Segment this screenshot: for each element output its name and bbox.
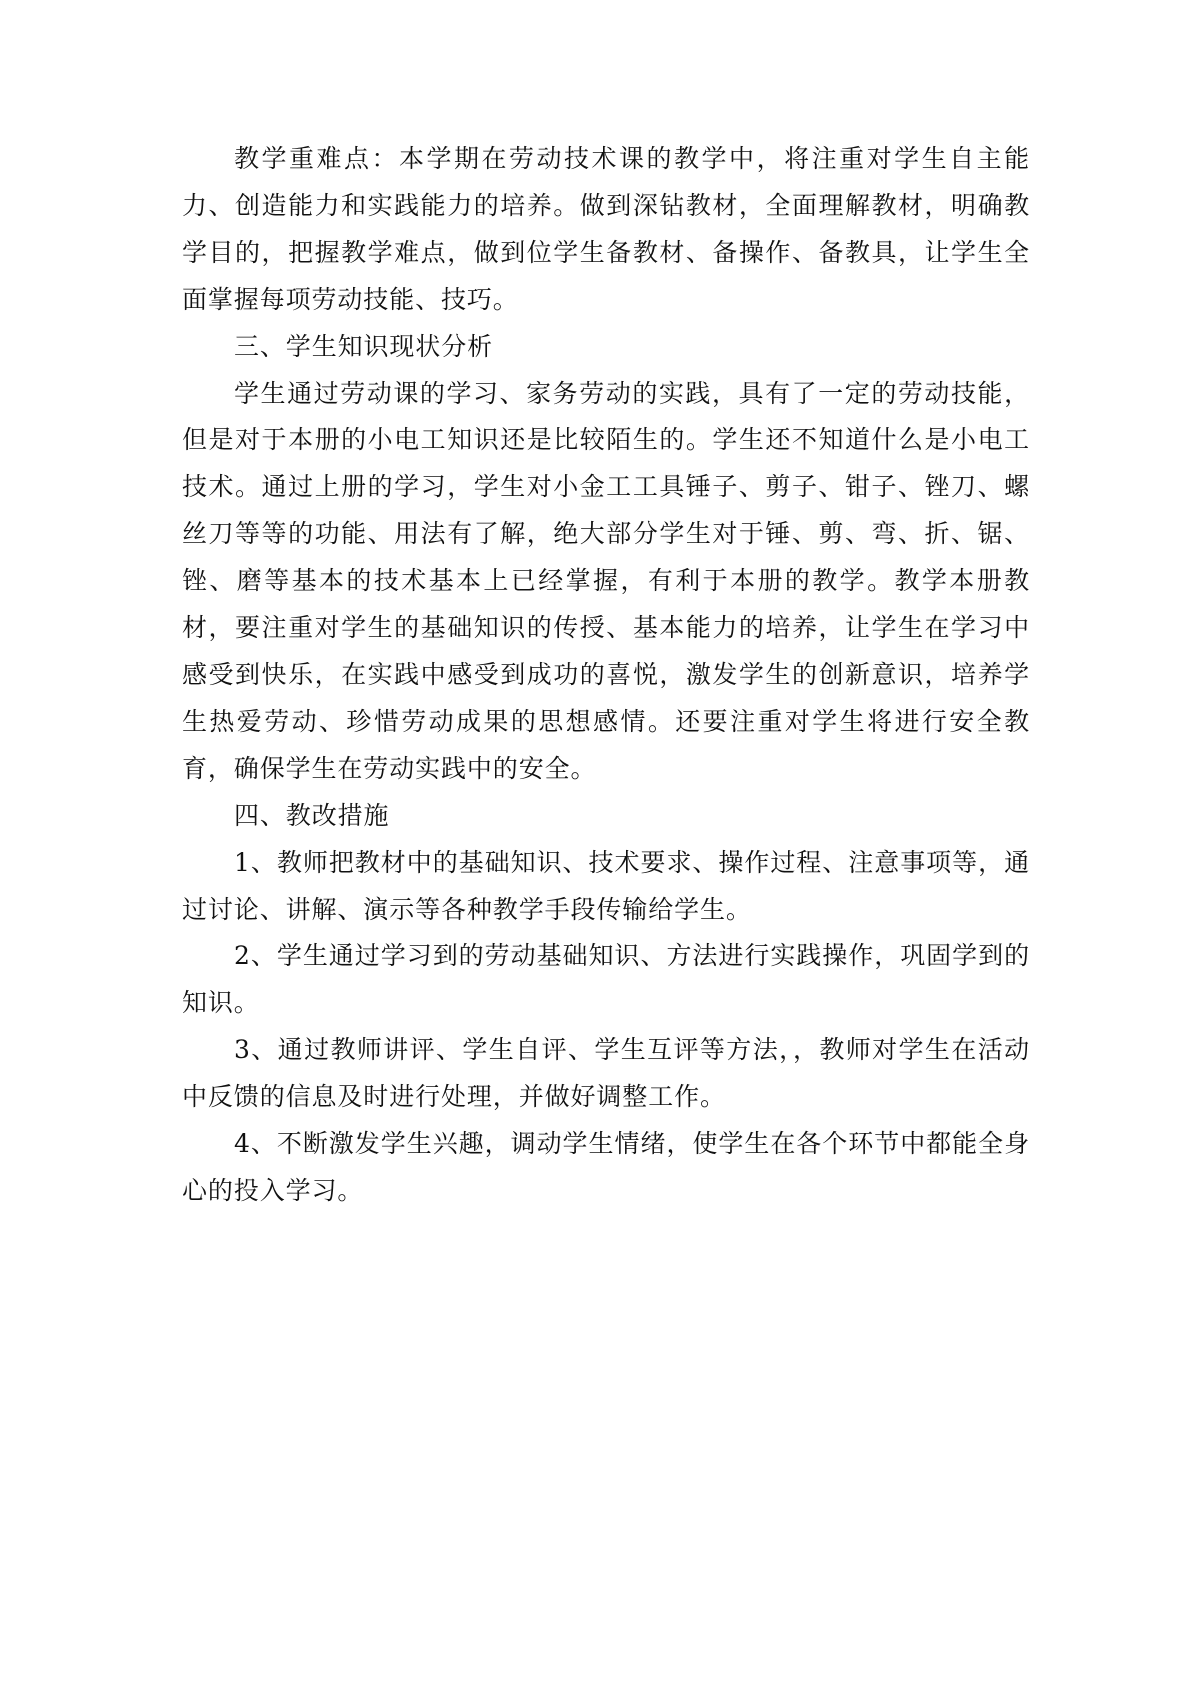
paragraph-measure-3: 3、通过教师讲评、学生自评、学生互评等方法，，教师对学生在活动中反馈的信息及时进行处理，并做好调整工作。 — [182, 1035, 1030, 1112]
paragraph-measure-4: 4、不断激发学生兴趣，调动学生情绪，使学生在各个环节中都能全身心的投入学习。 — [182, 1129, 1030, 1205]
paragraph-measure-1: 1、教师把教材中的基础知识、技术要求、操作过程、注意事项等，通过讨论、讲解、演示等各种教学手段传输给学生。 — [182, 847, 1030, 924]
document-page — [182, 136, 1030, 1215]
section-heading-reform-measures: 四、教改措施 — [234, 800, 390, 830]
section-heading-student-analysis: 三、学生知识现状分析 — [234, 331, 494, 361]
paragraph-teaching-difficulties: 教学重难点：本学期在劳动技术课的教学中，将注重对学生自主能力、创造能力和实践能力的培养。做到深钻教材，全面理解教材，明确教学目的，把握教学难点，做到位学生备教材、备操作、备教具，让学生全面掌握每项劳动技能、技巧。 — [182, 144, 1030, 314]
paragraph-measure-2: 2、学生通过学习到的劳动基础知识、方法进行实践操作，巩固学到的知识。 — [182, 941, 1030, 1018]
paragraph-student-analysis: 学生通过劳动课的学习、家务劳动的实践，具有了一定的劳动技能，但是对于本册的小电工知识还是比较陌生的。学生还不知道什么是小电工技术。通过上册的学习，学生对小金工工具锤子、剪子、钳子、锉刀、螺丝刀等等的功能、用法有了解，绝大部分学生对于锤、剪、弯、折、锯、锉、磨等基本的技术基本上已经掌握，有利于本册的教学。教学本册教材，要注重对学生的基础知识的传授、基本能力的培养，让学生在学习中感受到快乐，在实践中感受到成功的喜悦，激发学生的创新意识，培养学生热爱劳动、珍惜劳动成果的思想感情。还要注重对学生将进行安全教育，确保学生在劳动实践中的安全。 — [182, 378, 1030, 783]
